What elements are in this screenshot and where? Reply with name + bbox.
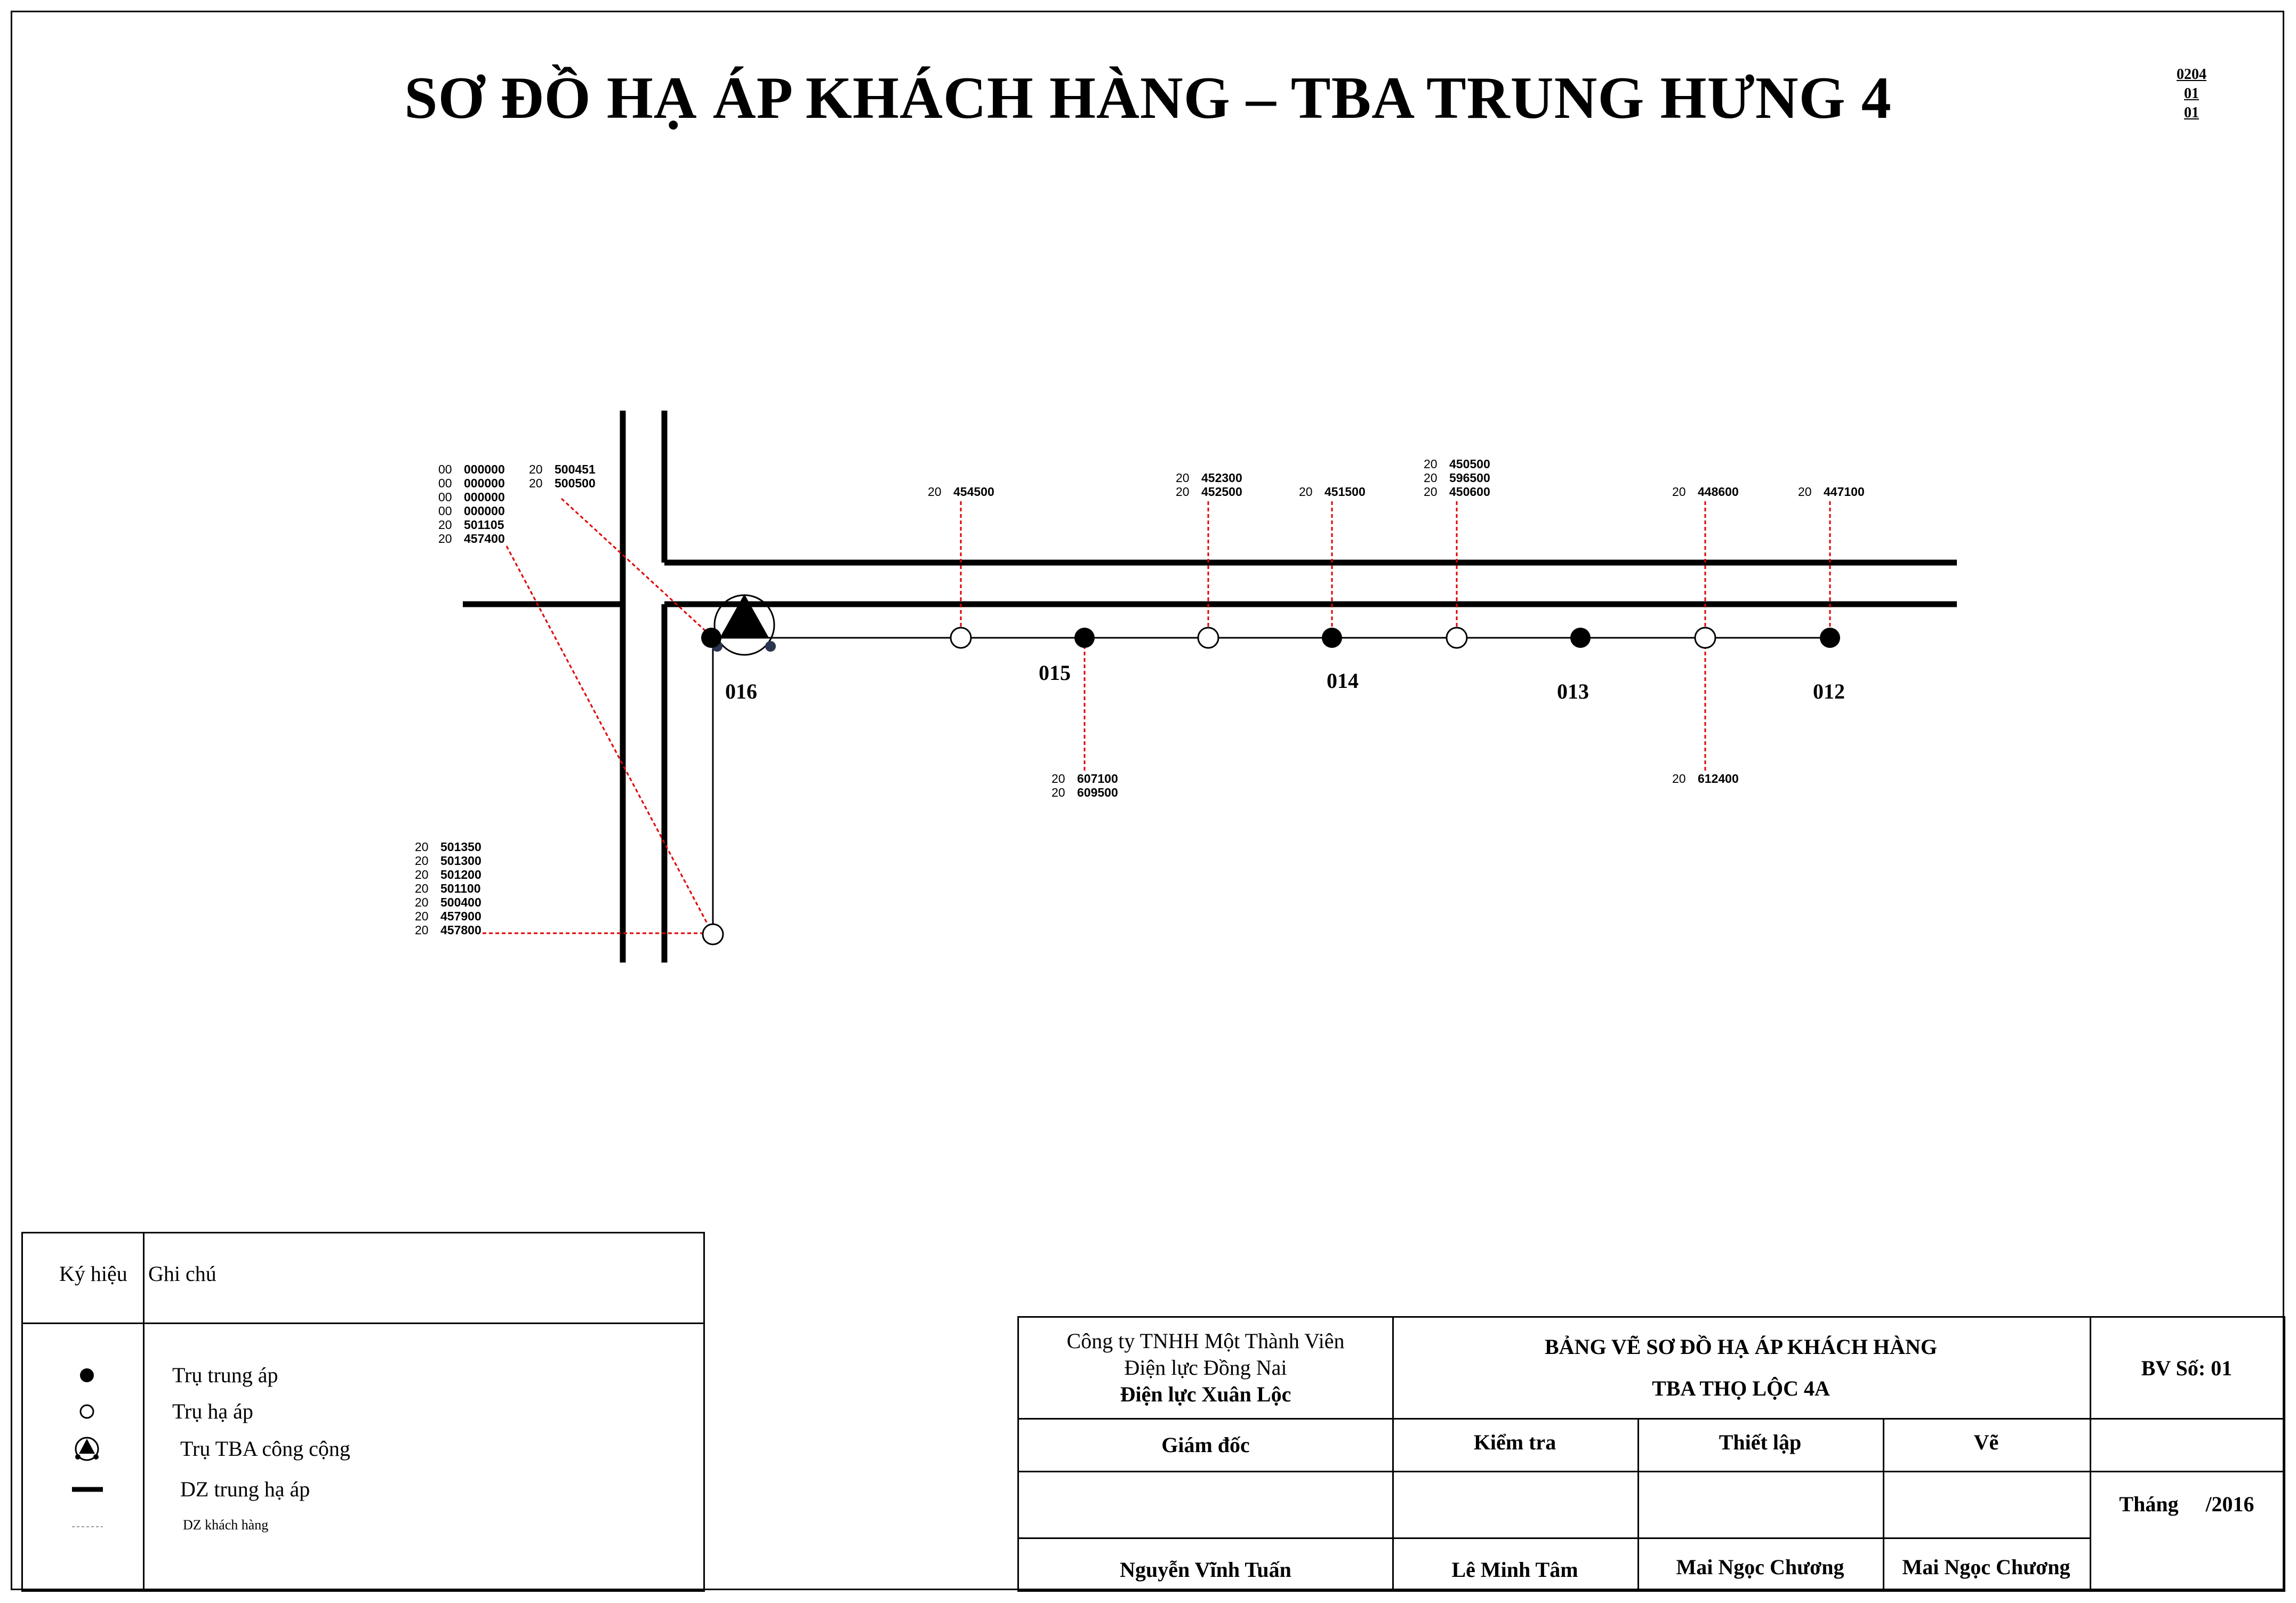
drawing-title — [1392, 1318, 2090, 1418]
customer-prefix: 20 — [438, 518, 452, 532]
pole-label-013: 013 — [1557, 679, 1589, 703]
poles — [701, 628, 1840, 944]
customer-prefix: 20 — [1176, 485, 1190, 499]
customer-id[interactable]: 452500 — [1201, 485, 1242, 499]
legend-label: Trụ trung áp — [172, 1363, 278, 1387]
customer-id[interactable]: 000000 — [464, 490, 505, 504]
customer-id[interactable]: 451500 — [1324, 485, 1366, 499]
lv-pole[interactable] — [1695, 628, 1715, 648]
legend-label: DZ khách hàng — [183, 1517, 269, 1533]
customer-prefix: 20 — [415, 895, 429, 909]
customer-prefix: 00 — [438, 462, 452, 476]
lv-pole[interactable] — [703, 924, 723, 944]
customer-prefix: 20 — [1424, 471, 1438, 485]
customer-id[interactable]: 609500 — [1077, 786, 1118, 799]
role-draw: Vẽ — [1973, 1430, 1999, 1454]
customer-id[interactable]: 501105 — [464, 518, 504, 532]
customer-line-icon — [71, 1511, 103, 1543]
customer-id[interactable]: 500400 — [440, 895, 481, 909]
customer-id[interactable]: 452300 — [1201, 471, 1242, 485]
customer-prefix: 20 — [1051, 786, 1065, 799]
customer-id[interactable]: 448600 — [1698, 485, 1739, 499]
company-name: Công ty TNHH Một Thành Viên — [1066, 1329, 1345, 1353]
customer-id-group — [1176, 471, 1242, 499]
customer-prefix: 20 — [1798, 485, 1812, 499]
customer-id[interactable]: 457900 — [440, 909, 481, 923]
pole-label-015: 015 — [1039, 661, 1071, 685]
legend-row — [23, 1473, 703, 1505]
customer-id-group — [1299, 485, 1366, 499]
drawing-title-line: BẢNG VẼ SƠ ĐỒ HẠ ÁP KHÁCH HÀNG — [1545, 1335, 1937, 1359]
line-icon — [71, 1473, 103, 1505]
customer-id[interactable]: 457400 — [464, 532, 505, 546]
name-check: Lê Minh Tâm — [1451, 1557, 1578, 1582]
station-dot — [765, 641, 776, 652]
name-director: Nguyễn Vĩnh Tuấn — [1120, 1557, 1291, 1582]
customer-prefix: 00 — [438, 476, 452, 490]
pole-label-016: 016 — [725, 679, 757, 703]
customer-prefix: 20 — [928, 485, 942, 499]
customer-prefix: 20 — [1672, 772, 1686, 786]
title-block — [1017, 1316, 2285, 1592]
customer-prefix: 20 — [415, 840, 429, 854]
customer-prefix: 20 — [529, 462, 543, 476]
legend-header-note: Ghi chú — [148, 1262, 216, 1286]
legend-header — [23, 1233, 703, 1324]
customer-id[interactable]: 500500 — [555, 476, 596, 490]
customer-id-group — [1672, 772, 1739, 786]
legend-table — [21, 1232, 705, 1592]
customer-prefix: 00 — [438, 490, 452, 504]
customer-id[interactable]: 000000 — [464, 504, 505, 518]
mv-pole[interactable] — [701, 628, 721, 648]
customer-id[interactable]: 450600 — [1449, 485, 1490, 499]
customer-id[interactable]: 607100 — [1077, 772, 1118, 786]
legend-label: Trụ hạ áp — [172, 1399, 253, 1423]
customer-prefix: 20 — [1299, 485, 1313, 499]
customer-id-group — [1424, 457, 1490, 499]
mv-pole-icon — [71, 1359, 103, 1391]
lv-pole[interactable] — [1447, 628, 1467, 648]
customer-id-group — [1672, 485, 1739, 499]
role-director: Giám đốc — [1161, 1432, 1250, 1457]
mv-pole[interactable] — [1074, 628, 1095, 648]
drawing-title-line: TBA THỌ LỘC 4A — [1652, 1376, 1830, 1400]
lv-pole[interactable] — [1198, 628, 1218, 648]
customer-id-group — [1051, 772, 1118, 799]
lv-line — [713, 638, 1829, 934]
customer-prefix: 00 — [438, 504, 452, 518]
customer-id-group — [1798, 485, 1865, 499]
page-title: SƠ ĐỒ HẠ ÁP KHÁCH HÀNG – TBA TRUNG HƯNG 4 — [404, 65, 1892, 131]
legend-label: Trụ TBA công cộng — [180, 1437, 350, 1461]
lv-pole[interactable] — [951, 628, 971, 648]
legend-label: DZ trung hạ áp — [180, 1477, 310, 1501]
customer-prefix: 20 — [1176, 471, 1190, 485]
sheet-number: BV Số: 01 — [2141, 1356, 2233, 1380]
code-line: 01 — [2184, 85, 2199, 102]
customer-prefix: 20 — [1424, 485, 1438, 499]
customer-line — [561, 499, 712, 637]
mv-pole[interactable] — [1570, 628, 1591, 648]
customer-prefix: 20 — [529, 476, 543, 490]
company-info — [1019, 1318, 1392, 1418]
customer-id[interactable]: 457800 — [440, 923, 481, 937]
customer-id[interactable]: 612400 — [1698, 772, 1739, 786]
legend-header-symbol: Ký hiệu — [59, 1262, 127, 1286]
legend-row — [23, 1433, 703, 1465]
customer-id-group — [928, 485, 994, 499]
customer-prefix: 20 — [1672, 485, 1686, 499]
mv-pole[interactable] — [1322, 628, 1342, 648]
customer-prefix: 20 — [1424, 457, 1438, 471]
customer-id[interactable]: 501100 — [440, 881, 481, 895]
customer-prefix: 20 — [438, 532, 452, 546]
year-value: /2016 — [2205, 1492, 2254, 1516]
customer-prefix: 20 — [415, 881, 429, 895]
customer-id-groups — [415, 457, 1865, 937]
company-branch: Điện lực Đồng Nai — [1124, 1356, 1287, 1380]
pole-label-012: 012 — [1813, 679, 1845, 703]
customer-id[interactable]: 501200 — [440, 868, 481, 881]
customer-id[interactable]: 500451 — [555, 462, 596, 476]
month-label: Tháng — [2119, 1492, 2179, 1516]
customer-prefix: 20 — [415, 854, 429, 868]
customer-prefix: 20 — [1051, 772, 1065, 786]
customer-id[interactable]: 450500 — [1449, 457, 1490, 471]
mv-pole[interactable] — [1820, 628, 1840, 648]
code-line: 01 — [2184, 105, 2199, 121]
role-check: Kiểm tra — [1473, 1430, 1556, 1454]
customer-id[interactable]: 501300 — [440, 854, 481, 868]
role-setup: Thiết lập — [1719, 1430, 1802, 1454]
customer-id[interactable]: 501350 — [440, 840, 481, 854]
customer-id-group — [529, 462, 596, 490]
customer-id[interactable]: 000000 — [464, 462, 505, 476]
legend-row — [23, 1396, 703, 1428]
name-draw: Mai Ngọc Chương — [1902, 1554, 2070, 1579]
code-line: 0204 — [2177, 66, 2206, 83]
customer-id[interactable]: 447100 — [1824, 485, 1865, 499]
customer-prefix: 20 — [415, 868, 429, 881]
lv-pole-icon — [71, 1396, 103, 1428]
station-icon — [71, 1433, 103, 1465]
company-unit: Điện lực Xuân Lộc — [1120, 1382, 1291, 1406]
customer-id-group — [438, 462, 505, 546]
legend-row — [23, 1511, 703, 1543]
customer-prefix: 20 — [415, 909, 429, 923]
customer-id-group — [415, 840, 481, 937]
legend-row — [23, 1359, 703, 1391]
pole-label-014: 014 — [1327, 669, 1359, 693]
customer-id[interactable]: 596500 — [1449, 471, 1490, 485]
name-setup: Mai Ngọc Chương — [1676, 1554, 1844, 1579]
date-cell — [2090, 1471, 2284, 1537]
customer-prefix: 20 — [415, 923, 429, 937]
customer-id[interactable]: 000000 — [464, 476, 505, 490]
customer-id[interactable]: 454500 — [953, 485, 994, 499]
